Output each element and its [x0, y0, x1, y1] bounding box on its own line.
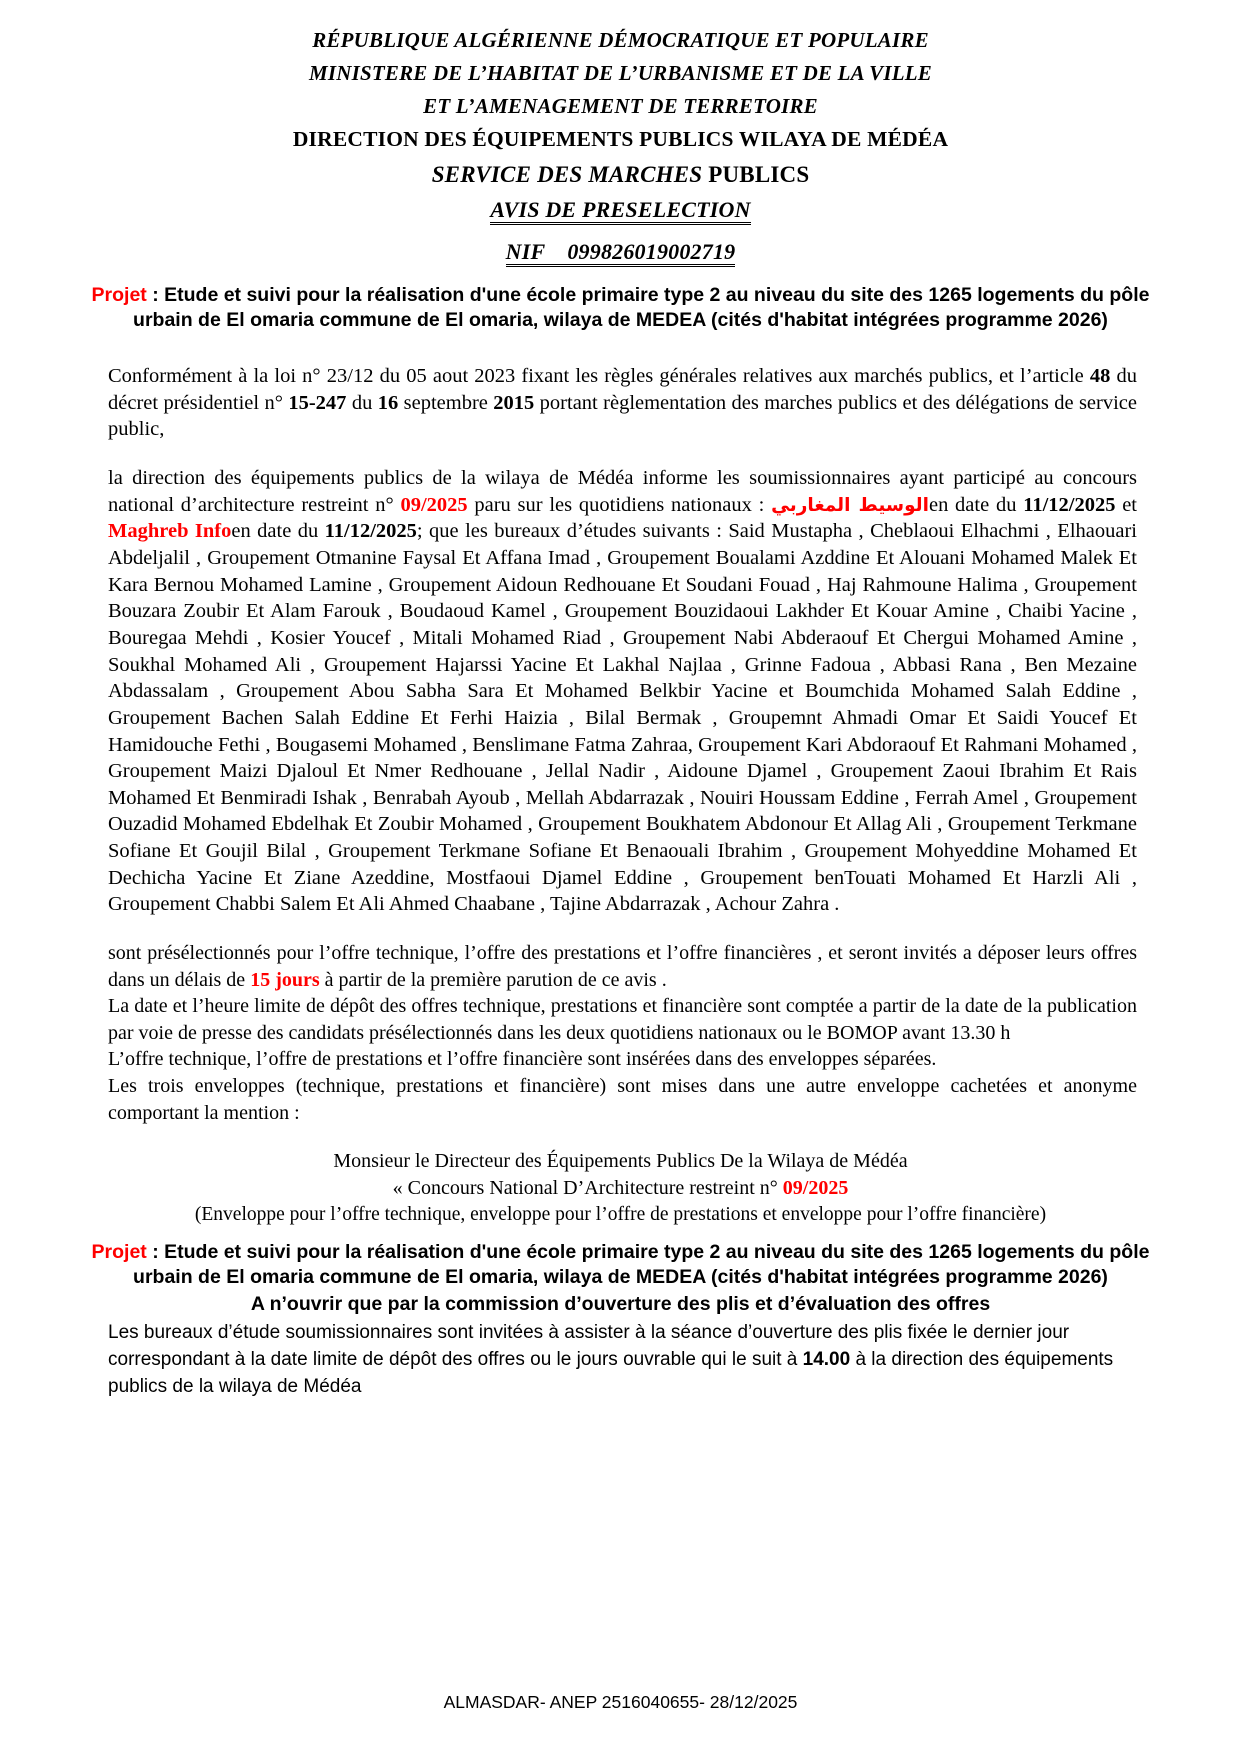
legal-decree-number: 15-247: [288, 391, 347, 414]
project-text-bottom: Etude et suivi pour la réalisation d'une école primaire type 2 au niveau du site des 1265 logements du pôle urbain de El omaria commune de El omaria, wilaya de MEDEA (cités d'habitat intégrées programme 2026): [133, 1240, 1150, 1289]
submission-days: 15 jours: [250, 968, 320, 991]
bureau-names-list: Said Mustapha , Cheblaoui Elhachmi , Elhaouari Abdeljalil , Groupement Otmanine Faysal Et Affana Imad , Groupement Boualami Azddine Et Alouani Mohamed Malek Et Kara Bernou Mohamed Lamine , Groupement Aidoun Redhouane Et Soudani Fouad , Haj Rahmoune Halima , Groupement Bouzara Zoubir Et Alam Farouk , Boudaoud Kamel , Groupement Bouzidaoui Lakhder Et Kouar Amine , Chaibi Yacine , Bouregaa Mehdi , Kosier Youcef , Mitali Mohamed Riad , Groupement Nabi Abderaouf Et Chergui Mohamed Amine , Soukhal Mohamed Ali , Groupement Hajarssi Yacine Et Lakhal Najlaa , Grinne Fadoua , Abbasi Rana , Ben Mezaine Abdassalam , Groupement Abou Sabha Sara Et Mohamed Belkbir Yacine et Boumchida Mohamed Salah Eddine , Groupement Bachen Salah Eddine Et Ferhi Haizia , Bilal Bermak , Groupemnt Ahmadi Omar Et Saidi Youcef Et Hamidouche Fethi , Bougasemi Mohamed , Benslimane Fatma Zahraa, Groupement Kari Abdoraouf Et Rahmani Mohamed , Groupement Maizi Djaloul Et Nmer Redhouane , Jellal Nadir , Aidoune Djamel , Groupement Zaoui Ibrahim Et Rais Mohamed Et Benmiradi Ishak , Benrabah Ayoub , Mellah Abdarrazak , Nouiri Houssam Eddine , Ferrah Amel , Groupement Ouzadid Mohamed Ebdelhak Et Zoubir Mohamed , Groupement Boukhatem Abdonour Et Allag Ali , Groupement Terkmane Sofiane Et Goujil Bilal , Groupement Terkmane Sofiane Et Benaouali Ibrahim , Groupement Mohyeddine Mohamed Et Dechicha Yacine Et Ziane Azeddine, Mostfaoui Djamel Eddine , Groupement benTouati Mohamed Et Harzli Ali , Groupement Chabbi Salem Et Ali Ahmed Chaabane , Tajine Abdarrazak , Achour Zahra .: [108, 520, 1137, 916]
project-title-block-bottom: [78, 1240, 1163, 1291]
project-label-bottom: Projet: [91, 1240, 147, 1263]
spacer-2: [78, 443, 1163, 465]
opening-session-paragraph: [78, 1320, 1163, 1401]
mention-competition-prefix: « Concours National D’Architecture restreint n°: [392, 1176, 783, 1199]
legal-text-1: Conformément à la loi n° 23/12 du 05 aout 2023 fixant les règles générales relatives aux marchés publics, et l’article: [108, 365, 1090, 388]
nif-group: [505, 238, 736, 267]
selection-text-1: sont présélectionnés pour l’offre technique, l’offre des prestations et l’offre financières , et seront invités a déposer leurs offres dans un délais de: [108, 942, 1137, 991]
selection-text-2: à partir de la première parution de ce avis .: [319, 968, 667, 991]
document-footer: ALMASDAR- ANEP 2516040655- 28/12/2025: [443, 1692, 798, 1712]
header-line-service: [0, 163, 1241, 186]
legal-text-5: portant règlementation des marches publics et des délégations de service public,: [108, 391, 1137, 441]
project-separator-bottom: :: [146, 1240, 165, 1263]
announcement-text-3: en date du: [928, 493, 1024, 516]
announcement-text-1: la direction des équipements publics de la wilaya de Médéa informe les soumissionnaires ayant participé au concours national d’architecture restreint n°: [108, 467, 1137, 516]
avis-title-text: AVIS DE PRESELECTION: [490, 199, 750, 225]
document-body: [0, 283, 1241, 1401]
announcement-paragraph: [78, 465, 1163, 918]
announcement-text-2: paru sur les quotidiens nationaux :: [467, 493, 772, 516]
legal-decree-day: 16: [377, 391, 399, 414]
mention-envelope-line: (Enveloppe pour l’offre technique, enveloppe pour l’offre de prestations et enveloppe pour l’offre financière): [194, 1203, 1047, 1225]
header-service-italic: SERVICE DES MARCHES: [431, 161, 703, 187]
mention-director-line: Monsieur le Directeur des Équipements Publics De la Wilaya de Médéa: [333, 1150, 908, 1173]
opening-time: 14.00: [802, 1348, 851, 1370]
announcement-text-5: en date du: [231, 520, 325, 543]
announcement-text-6: ; que les bureaux d’études suivants :: [416, 520, 729, 543]
project-title-block-top: [78, 283, 1163, 334]
legal-paragraph: [78, 363, 1163, 443]
competition-number-inline: 09/2025: [400, 493, 468, 516]
opening-commission-notice: A n’ouvrir que par la commission d’ouverture des plis et d’évaluation des offres: [250, 1292, 991, 1315]
header-line-amenagement: ET L’AMENAGEMENT DE TERRETOIRE: [423, 94, 818, 118]
project-label-top: Projet: [91, 283, 147, 306]
opening-text-1: Les bureaux d’étude soumissionnaires sont invitées à assister à la séance d’ouverture des plis fixée le dernier jour correspondant à la date limite de dépôt des offres ou le jours ouvrable qui le suit à: [108, 1321, 1070, 1370]
announcement-text-4: et: [1115, 493, 1138, 516]
newspaper-arabic-name: الوسيط المغاربي: [771, 494, 929, 516]
envelope-line-1: L’offre technique, l’offre de prestations et l’offre financière sont insérées dans des enveloppes séparées.: [108, 1048, 937, 1071]
newspaper-french-name: Maghreb Info: [108, 520, 232, 543]
project-separator-top: :: [146, 283, 165, 306]
envelope-line-2: Les trois enveloppes (technique, prestations et financière) sont mises dans une autre enveloppe cachetées et anonyme comportant la mention :: [108, 1074, 1137, 1124]
publication-date-1: 11/12/2025: [1023, 493, 1116, 516]
spacer-1: [78, 333, 1163, 363]
legal-text-4: septembre: [398, 391, 494, 414]
nif-value: 099826019002719: [567, 238, 736, 264]
header-line-direction: DIRECTION DES ÉQUIPEMENTS PUBLICS WILAYA DE MÉDÉA: [292, 127, 949, 151]
header-nif: [0, 238, 1241, 267]
spacer-4: [78, 1126, 1163, 1148]
spacer-3: [78, 918, 1163, 940]
legal-decree-year: 2015: [493, 391, 535, 414]
header-line-ministry: MINISTERE DE L’HABITAT DE L’URBANISME ET DE LA VILLE: [308, 61, 933, 85]
header-service-plain: PUBLICS: [702, 161, 810, 187]
header-line-republic: RÉPUBLIQUE ALGÉRIENNE DÉMOCRATIQUE ET POPULAIRE: [312, 28, 929, 52]
document-header: [0, 30, 1241, 267]
legal-text-2: du décret présidentiel n°: [108, 365, 1138, 414]
mention-competition-line: [78, 1175, 1163, 1202]
deadline-paragraph: La date et l’heure limite de dépôt des offres technique, prestations et financière sont comptée a partir de la date de la publication par voie de presse des candidats présélectionnés dans les deux quotidiens nationaux ou le BOMOP avant 13.30 h: [108, 995, 1137, 1044]
selection-paragraph: [78, 940, 1163, 993]
legal-text-3: du: [346, 391, 378, 414]
mention-competition-number: 09/2025: [782, 1176, 849, 1199]
header-title-avis: [0, 196, 1241, 225]
opening-text-2: à la direction des équipements publics de la wilaya de Médéa: [108, 1348, 1114, 1397]
nif-label: NIF: [505, 238, 546, 264]
project-text-top: Etude et suivi pour la réalisation d'une école primaire type 2 au niveau du site des 1265 logements du pôle urbain de El omaria commune de El omaria, wilaya de MEDEA (cités d'habitat intégrées programme 2026): [133, 283, 1150, 331]
publication-date-2: 11/12/2025: [324, 520, 417, 543]
legal-article-number: 48: [1089, 365, 1111, 388]
